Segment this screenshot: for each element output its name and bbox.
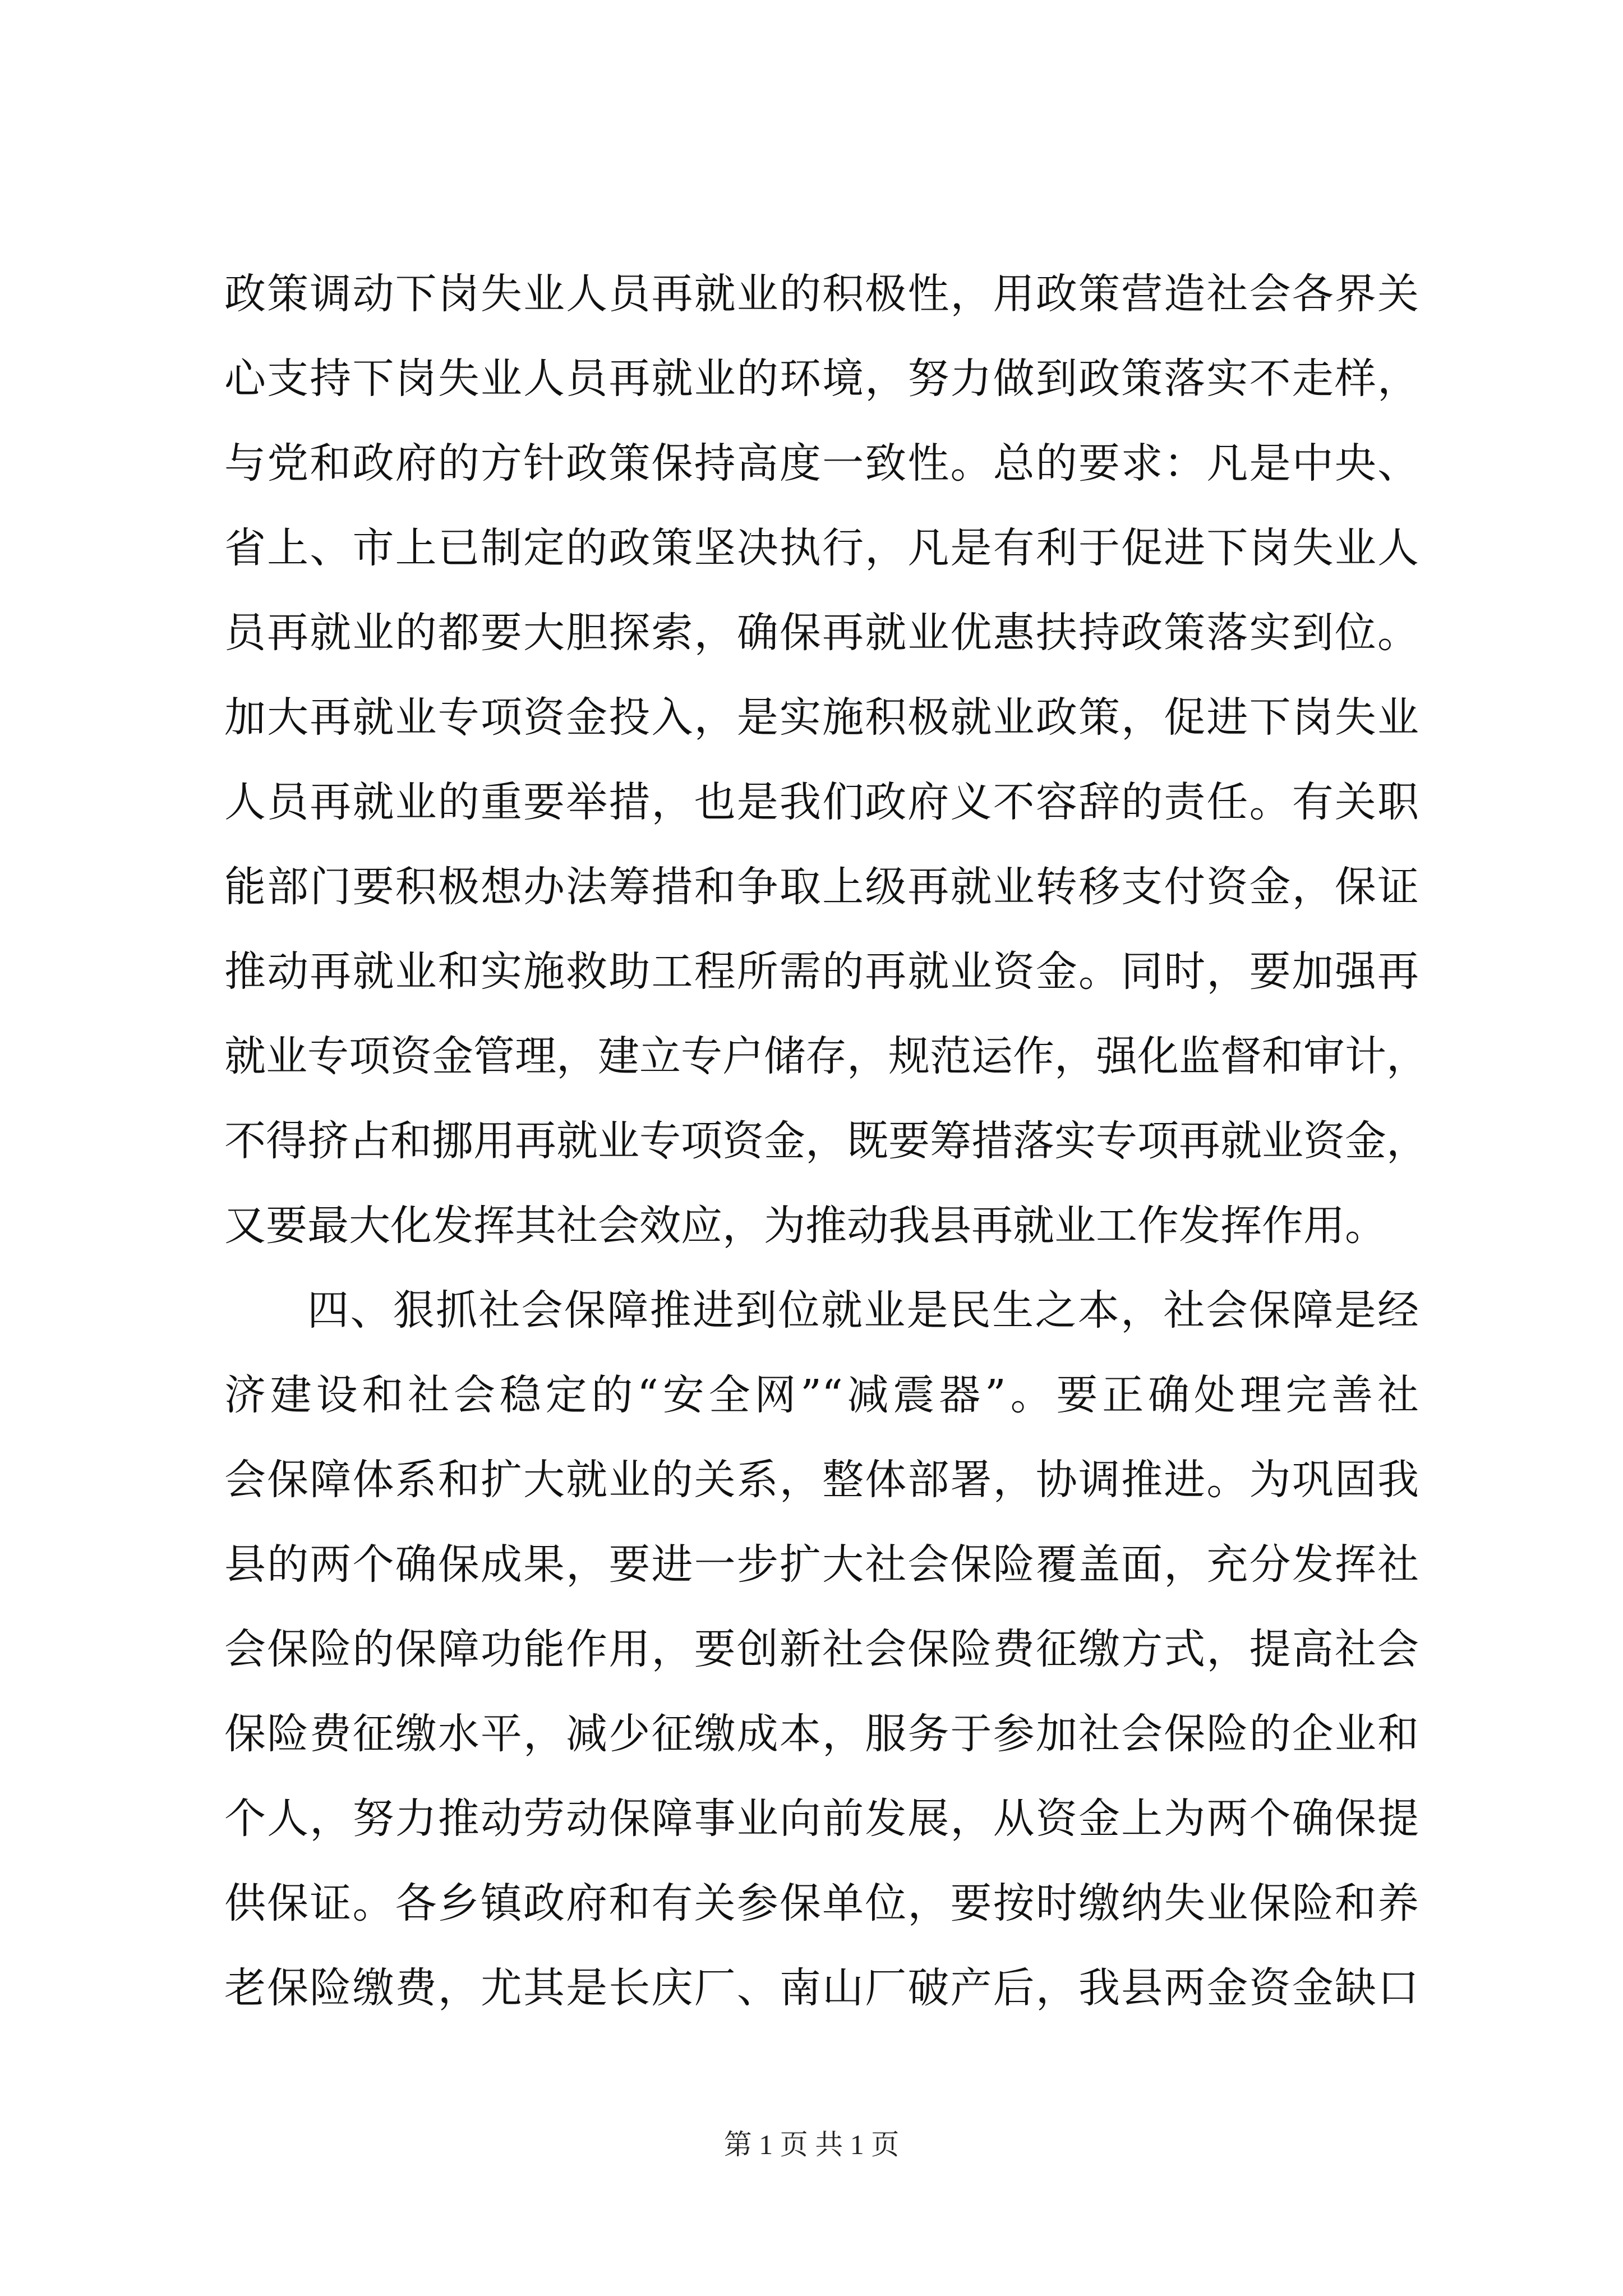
text-line: 又要最大化发挥其社会效应，为推动我县再就业工作发挥作用。 — [224, 1202, 1386, 1250]
text-line: 就业专项资金管理，建立专户储存，规范运作，强化监督和审计， — [224, 1032, 1428, 1080]
text-line: 心支持下岗失业人员再就业的环境，努力做到政策落实不走样， — [224, 355, 1419, 403]
text-line: 能部门要积极想办法筹措和争取上级再就业转移支付资金，保证 — [224, 863, 1419, 911]
text-line: 济建设和社会稳定的“安全网”“减震器”。要正确处理完善社 — [224, 1371, 1419, 1419]
text-line: 政策调动下岗失业人员再就业的积极性，用政策营造社会各界关 — [224, 270, 1419, 318]
text-line: 人员再就业的重要举措，也是我们政府义不容辞的责任。有关职 — [224, 778, 1419, 826]
text-line: 会保险的保障功能作用，要创新社会保险费征缴方式，提高社会 — [224, 1625, 1419, 1673]
text-line: 推动再就业和实施救助工程所需的再就业资金。同时，要加强再 — [224, 947, 1419, 996]
text-line: 员再就业的都要大胆探索，确保再就业优惠扶持政策落实到位。 — [224, 609, 1419, 657]
text-line: 加大再就业专项资金投入，是实施积极就业政策，促进下岗失业 — [224, 693, 1419, 742]
page-number-footer: 第 1 页 共 1 页 — [723, 2129, 900, 2160]
text-line: 与党和政府的方针政策保持高度一致性。总的要求：凡是中央、 — [224, 439, 1419, 487]
text-line: 保险费征缴水平，减少征缴成本，服务于参加社会保险的企业和 — [224, 1710, 1419, 1758]
text-line: 个人，努力推动劳动保障事业向前发展，从资金上为两个确保提 — [224, 1795, 1419, 1843]
text-line: 老保险缴费，尤其是长庆厂、南山厂破产后，我县两金资金缺口 — [224, 1964, 1419, 2012]
text-line: 会保障体系和扩大就业的关系，整体部署，协调推进。为巩固我 — [224, 1456, 1419, 1504]
paragraph-first-line: 四、狠抓社会保障推进到位就业是民生之本，社会保障是经 — [307, 1286, 1419, 1335]
text-line: 省上、市上已制定的政策坚决执行，凡是有利于促进下岗失业人 — [224, 524, 1419, 572]
text-line: 供保证。各乡镇政府和有关参保单位，要按时缴纳失业保险和养 — [224, 1879, 1419, 1927]
text-line: 县的两个确保成果，要进一步扩大社会保险覆盖面，充分发挥社 — [224, 1540, 1419, 1589]
text-line: 不得挤占和挪用再就业专项资金，既要筹措落实专项再就业资金， — [224, 1117, 1428, 1165]
